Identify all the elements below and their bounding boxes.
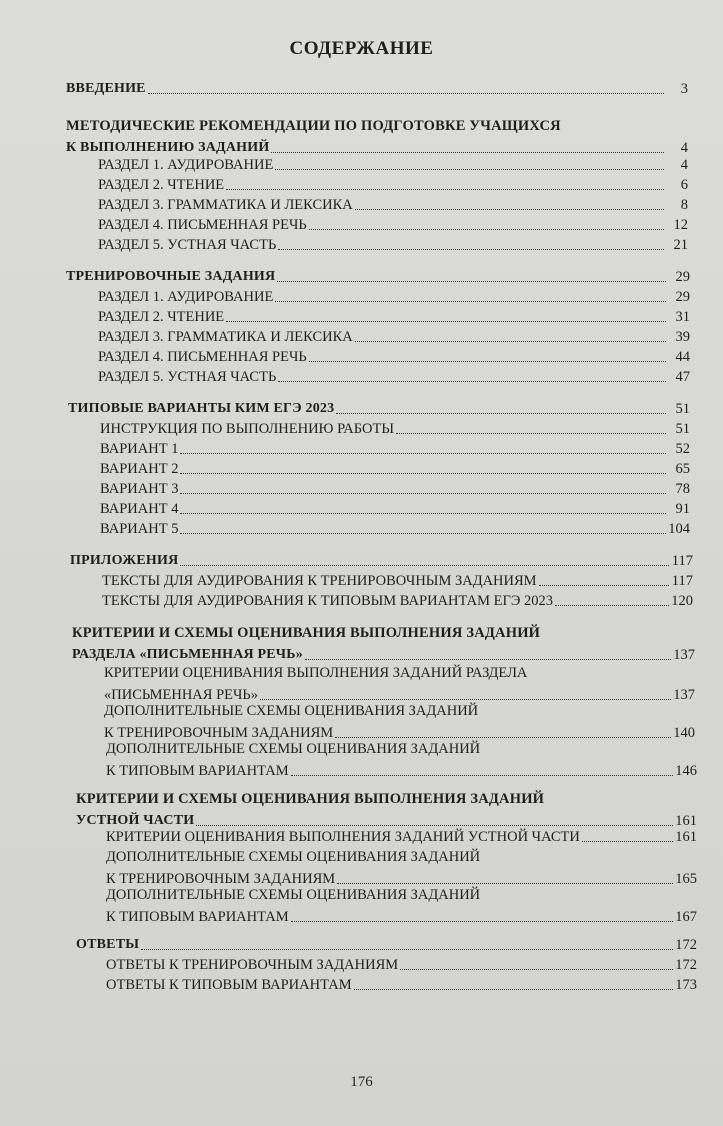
- page-title: СОДЕРЖАНИЕ: [289, 38, 434, 59]
- toc-entry: [66, 117, 688, 157]
- dot-leader: [291, 921, 673, 922]
- toc-entry-page: 47: [675, 369, 690, 385]
- toc-entry-title: ИНСТРУКЦИЯ ПО ВЫПОЛНЕНИЮ РАБОТЫ: [100, 421, 394, 437]
- toc-entry-page: 117: [671, 553, 693, 569]
- dot-leader: [226, 189, 664, 190]
- dot-leader: [180, 473, 666, 474]
- toc-entry-title: ВАРИАНТ 5: [100, 521, 179, 537]
- toc-entry: [76, 934, 697, 954]
- toc-entry: [106, 740, 697, 780]
- toc-entry-page: 51: [675, 421, 690, 437]
- toc-entry-page: 120: [671, 593, 693, 609]
- toc-entry-title: УСТНОЙ ЧАСТИ: [76, 813, 195, 828]
- dot-leader: [275, 301, 666, 302]
- toc-entry-title: РАЗДЕЛ 5. УСТНАЯ ЧАСТЬ: [98, 237, 277, 253]
- toc-entry-title: РАЗДЕЛ 4. ПИСЬМЕННАЯ РЕЧЬ: [98, 217, 307, 233]
- toc-entry-title: ПРИЛОЖЕНИЯ: [70, 553, 179, 568]
- toc-entry: [102, 590, 693, 610]
- toc-entry-page: 4: [680, 157, 688, 173]
- toc-entry-page: 21: [673, 237, 688, 253]
- toc-entry: [98, 326, 690, 346]
- toc-entry: [100, 418, 690, 438]
- dot-leader: [180, 453, 666, 454]
- toc-entry: [98, 234, 688, 254]
- toc-entry: [106, 826, 697, 846]
- toc-entry-page: 137: [673, 687, 695, 703]
- toc-entry-page: 39: [675, 329, 690, 345]
- toc-entry-title: К ТРЕНИРОВОЧНЫМ ЗАДАНИЯМ: [104, 725, 334, 741]
- toc-entry-title: ВАРИАНТ 2: [100, 461, 179, 477]
- dot-leader: [400, 969, 673, 970]
- toc-entry: [98, 154, 688, 174]
- dot-leader: [337, 883, 673, 884]
- dot-leader: [335, 737, 671, 738]
- dot-leader: [180, 565, 669, 566]
- dot-leader: [355, 209, 664, 210]
- toc-entry-title: ОТВЕТЫ К ТРЕНИРОВОЧНЫМ ЗАДАНИЯМ: [106, 957, 399, 973]
- toc-entry-title: РАЗДЕЛ 2. ЧТЕНИЕ: [98, 309, 225, 325]
- toc-entry-title: ТЕКСТЫ ДЛЯ АУДИРОВАНИЯ К ТРЕНИРОВОЧНЫМ ЗАДАНИЯМ: [102, 573, 537, 589]
- toc-entry: [98, 366, 690, 386]
- toc-entry-page: 12: [673, 217, 688, 233]
- dot-leader: [309, 361, 666, 362]
- toc-entry-page: 29: [675, 269, 690, 285]
- toc-entry-page: 104: [668, 521, 690, 537]
- toc-entry: [98, 346, 690, 366]
- toc-entry: [100, 438, 690, 458]
- toc-entry-page: 78: [675, 481, 690, 497]
- toc-entry-title: КРИТЕРИИ ОЦЕНИВАНИЯ ВЫПОЛНЕНИЯ ЗАДАНИЙ УСТНОЙ ЧАСТИ: [106, 829, 580, 845]
- dot-leader: [180, 533, 666, 534]
- toc-entry-title: РАЗДЕЛ 3. ГРАММАТИКА И ЛЕКСИКА: [98, 329, 353, 345]
- toc-entry-first-line: КРИТЕРИИ И СХЕМЫ ОЦЕНИВАНИЯ ВЫПОЛНЕНИЯ ЗАДАНИЙ: [72, 625, 541, 641]
- toc-entry: [106, 848, 697, 888]
- toc-entry-page: 137: [673, 647, 695, 663]
- toc-entry-title: РАЗДЕЛ 1. АУДИРОВАНИЕ: [98, 157, 274, 173]
- page-number: 176: [350, 1074, 373, 1090]
- toc-entry: [100, 458, 690, 478]
- toc-entry: [66, 78, 688, 98]
- toc-entry-title: РАЗДЕЛ 1. АУДИРОВАНИЕ: [98, 289, 274, 305]
- toc-entry-first-line: ДОПОЛНИТЕЛЬНЫЕ СХЕМЫ ОЦЕНИВАНИЯ ЗАДАНИЙ: [106, 741, 481, 757]
- toc-entry-title: ОТВЕТЫ К ТИПОВЫМ ВАРИАНТАМ: [106, 977, 352, 993]
- toc-entry-title: РАЗДЕЛ 4. ПИСЬМЕННАЯ РЕЧЬ: [98, 349, 307, 365]
- toc-entry-page: 140: [673, 725, 695, 741]
- toc-entry: [68, 398, 690, 418]
- toc-entry-title: ВАРИАНТ 1: [100, 441, 179, 457]
- toc-entry-title: ВАРИАНТ 3: [100, 481, 179, 497]
- toc-entry-page: 117: [671, 573, 693, 589]
- toc-entry-title: К ТИПОВЫМ ВАРИАНТАМ: [106, 763, 289, 779]
- toc-entry-page: 3: [680, 81, 688, 97]
- toc-entry-title: ТИПОВЫЕ ВАРИАНТЫ КИМ ЕГЭ 2023: [68, 401, 335, 416]
- toc-entry-page: 31: [675, 309, 690, 325]
- dot-leader: [180, 513, 666, 514]
- toc-entry-title: ОТВЕТЫ: [76, 937, 140, 952]
- toc-entry-page: 172: [675, 937, 697, 953]
- toc-entry-page: 165: [675, 871, 697, 887]
- dot-leader: [396, 433, 666, 434]
- toc-entry-title: ТЕКСТЫ ДЛЯ АУДИРОВАНИЯ К ТИПОВЫМ ВАРИАНТАМ ЕГЭ 2023: [102, 593, 554, 609]
- dot-leader: [148, 93, 664, 94]
- toc-entry-title: К ВЫПОЛНЕНИЮ ЗАДАНИЙ: [66, 140, 270, 155]
- toc-entry-title: ВВЕДЕНИЕ: [66, 81, 146, 96]
- toc-entry: [106, 954, 697, 974]
- toc-entry: [72, 624, 695, 664]
- dot-leader: [275, 169, 664, 170]
- toc-entry-page: 172: [675, 957, 697, 973]
- toc-entry-page: 167: [675, 909, 697, 925]
- dot-leader: [278, 249, 664, 250]
- toc-entry-title: К ТИПОВЫМ ВАРИАНТАМ: [106, 909, 289, 925]
- toc-entry: [106, 974, 697, 994]
- toc-entry-page: 44: [675, 349, 690, 365]
- toc-entry-first-line: ДОПОЛНИТЕЛЬНЫЕ СХЕМЫ ОЦЕНИВАНИЯ ЗАДАНИЙ: [104, 703, 479, 719]
- toc-entry: [104, 664, 695, 704]
- dot-leader: [309, 229, 664, 230]
- dot-leader: [539, 585, 669, 586]
- toc-entry-first-line: КРИТЕРИИ И СХЕМЫ ОЦЕНИВАНИЯ ВЫПОЛНЕНИЯ ЗАДАНИЙ: [76, 791, 545, 807]
- toc-entry-page: 173: [675, 977, 697, 993]
- dot-leader: [354, 989, 673, 990]
- toc-entry-page: 8: [680, 197, 688, 213]
- toc-entry: [70, 550, 693, 570]
- toc-entry: [98, 174, 688, 194]
- dot-leader: [277, 281, 666, 282]
- toc-entry-page: 4: [680, 140, 688, 156]
- toc-entry-page: 146: [675, 763, 697, 779]
- toc-entry-first-line: ДОПОЛНИТЕЛЬНЫЕ СХЕМЫ ОЦЕНИВАНИЯ ЗАДАНИЙ: [106, 849, 481, 865]
- toc-entry: [98, 286, 690, 306]
- toc-entry: [102, 570, 693, 590]
- toc-entry-page: 65: [675, 461, 690, 477]
- toc-entry-title: РАЗДЕЛА «ПИСЬМЕННАЯ РЕЧЬ»: [72, 647, 303, 662]
- dot-leader: [355, 341, 666, 342]
- toc-entry-title: ВАРИАНТ 4: [100, 501, 179, 517]
- dot-leader: [555, 605, 669, 606]
- toc-entry-first-line: ДОПОЛНИТЕЛЬНЫЕ СХЕМЫ ОЦЕНИВАНИЯ ЗАДАНИЙ: [106, 887, 481, 903]
- toc-entry: [98, 194, 688, 214]
- toc-entry-title: РАЗДЕЛ 3. ГРАММАТИКА И ЛЕКСИКА: [98, 197, 353, 213]
- toc-entry: [66, 266, 690, 286]
- toc-entry-page: 51: [675, 401, 690, 417]
- dot-leader: [582, 841, 673, 842]
- dot-leader: [180, 493, 666, 494]
- toc-entry: [100, 498, 690, 518]
- toc-entry-title: РАЗДЕЛ 5. УСТНАЯ ЧАСТЬ: [98, 369, 277, 385]
- toc-entry: [98, 214, 688, 234]
- dot-leader: [271, 152, 664, 153]
- toc-entry: [104, 702, 695, 742]
- toc-entry-first-line: МЕТОДИЧЕСКИЕ РЕКОМЕНДАЦИИ ПО ПОДГОТОВКЕ УЧАЩИХСЯ: [66, 118, 561, 134]
- toc-entry-page: 52: [675, 441, 690, 457]
- dot-leader: [278, 381, 666, 382]
- dot-leader: [291, 775, 673, 776]
- toc-entry: [76, 790, 697, 830]
- toc-entry-title: «ПИСЬМЕННАЯ РЕЧЬ»: [104, 687, 258, 703]
- dot-leader: [226, 321, 666, 322]
- toc-entry-page: 29: [675, 289, 690, 305]
- toc-entry: [100, 518, 690, 538]
- toc-entry-title: РАЗДЕЛ 2. ЧТЕНИЕ: [98, 177, 225, 193]
- toc-entry-page: 161: [675, 813, 697, 829]
- toc-entry-title: ТРЕНИРОВОЧНЫЕ ЗАДАНИЯ: [66, 269, 276, 284]
- toc-entry: [98, 306, 690, 326]
- dot-leader: [336, 413, 666, 414]
- toc-entry: [100, 478, 690, 498]
- toc-entry: [106, 886, 697, 926]
- toc-entry-page: 91: [675, 501, 690, 517]
- toc-entry-first-line: КРИТЕРИИ ОЦЕНИВАНИЯ ВЫПОЛНЕНИЯ ЗАДАНИЙ РАЗДЕЛА: [104, 665, 528, 681]
- dot-leader: [141, 949, 673, 950]
- toc-entry-page: 6: [680, 177, 688, 193]
- toc-entry-title: К ТРЕНИРОВОЧНЫМ ЗАДАНИЯМ: [106, 871, 336, 887]
- dot-leader: [260, 699, 671, 700]
- dot-leader: [305, 659, 671, 660]
- toc-entry-page: 161: [675, 829, 697, 845]
